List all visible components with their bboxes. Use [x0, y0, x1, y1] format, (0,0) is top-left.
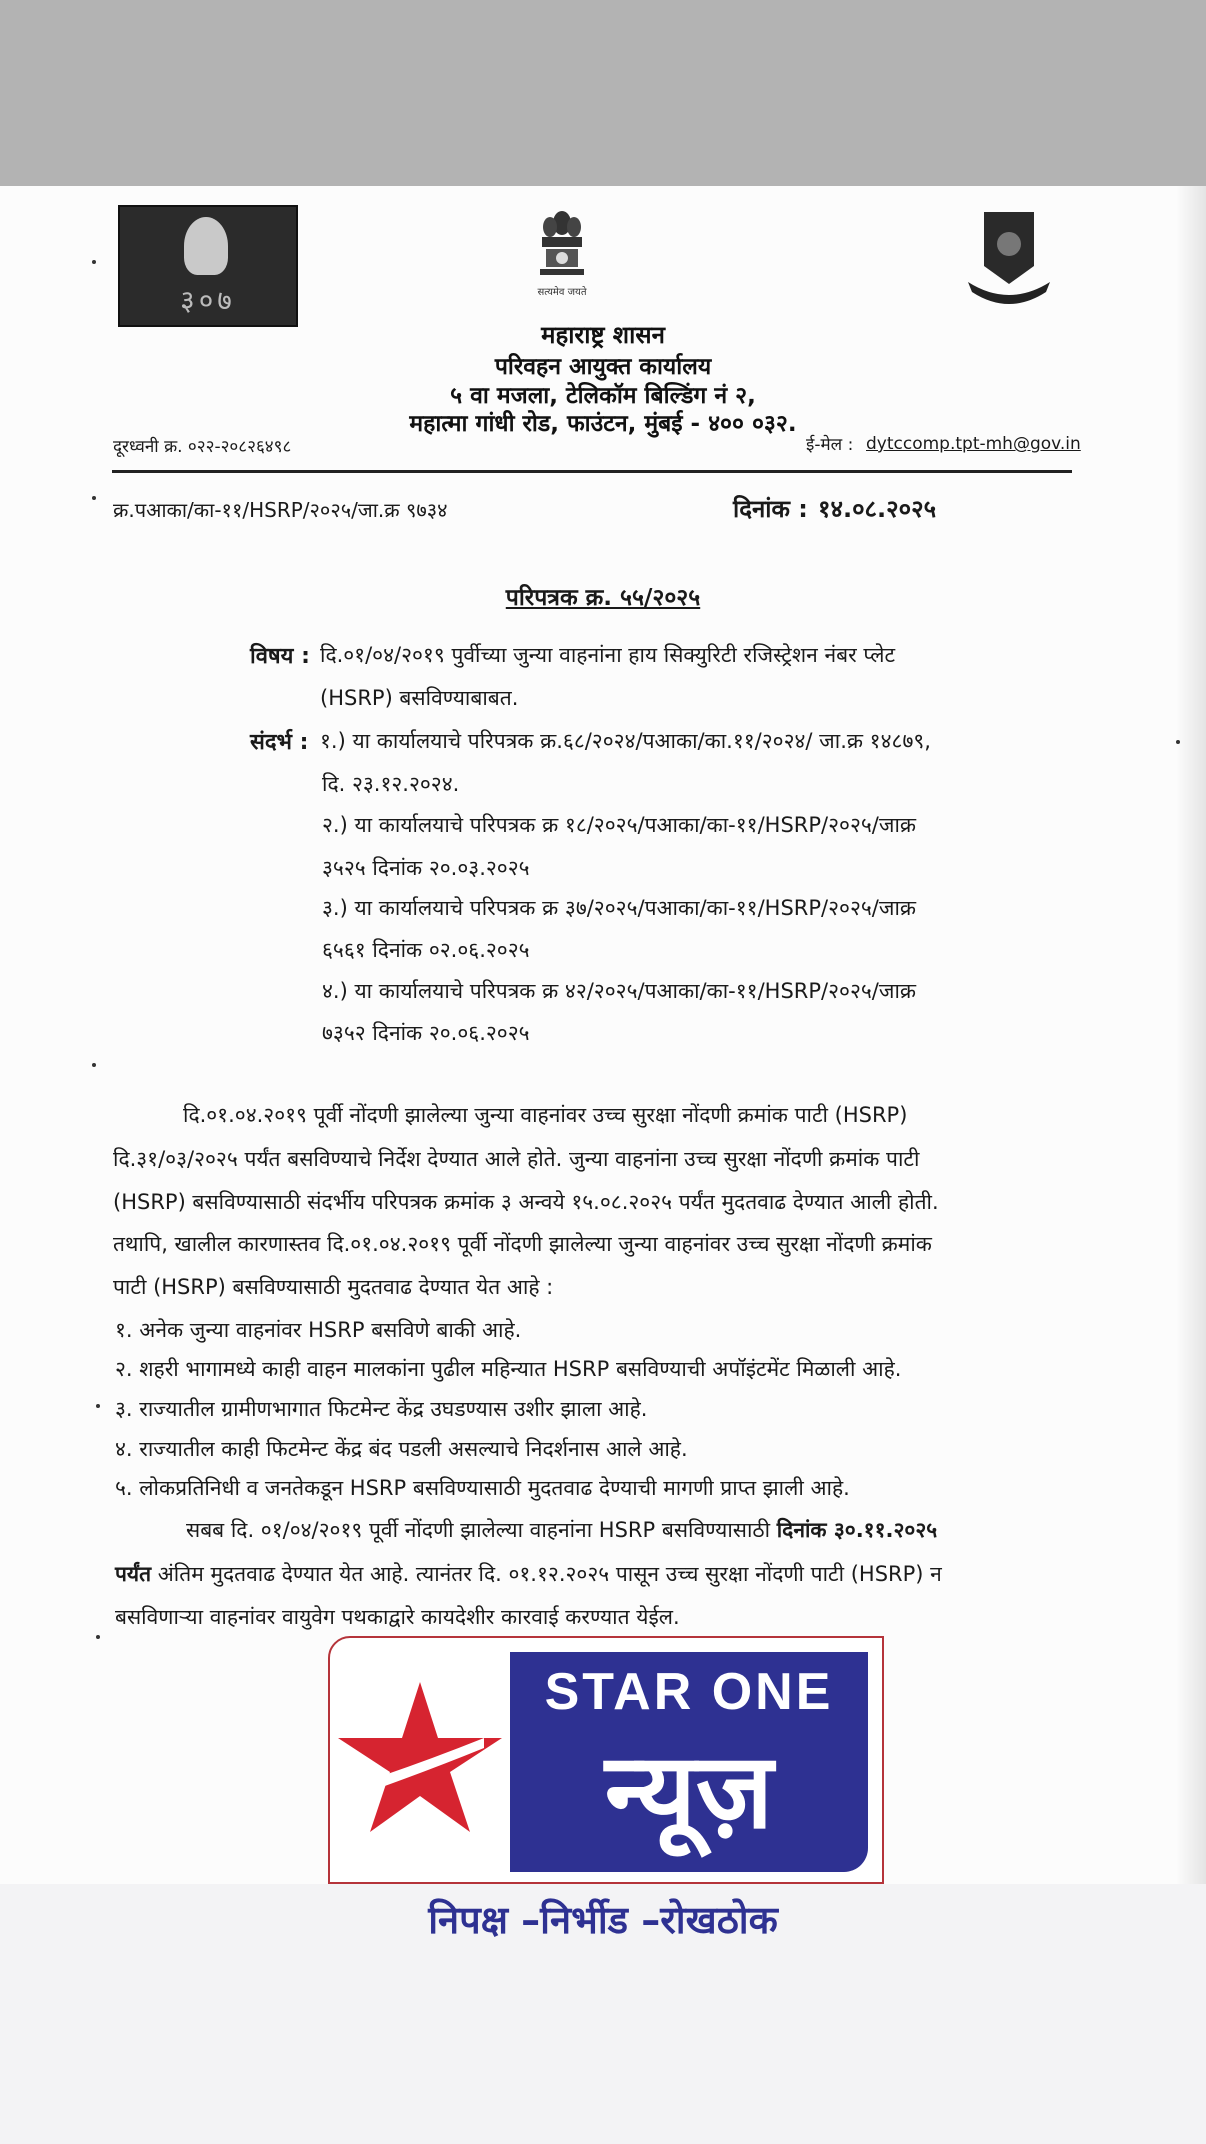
- body-line: (HSRP) बसविण्यासाठी संदर्भीय परिपत्रक क्रमांक ३ अन्वये १५.०८.२०२५ पर्यंत मुदतवाढ देण्यात आली होती.: [113, 1190, 939, 1214]
- govt-name: महाराष्ट्र शासन: [541, 321, 665, 349]
- date-label: दिनांक :: [733, 495, 808, 523]
- brand-top-text: STAR ONE: [544, 1663, 834, 1721]
- date-value: १४.०८.२०२५: [818, 495, 937, 523]
- reference-line: १.) या कार्यालयाचे परिपत्रक क्र.६८/२०२४/पआका/का.११/२०२४/ जा.क्र १४८७९,: [320, 729, 931, 753]
- body-line: दि.०१.०४.२०१९ पूर्वी नोंदणी झालेल्या जुन्या वाहनांवर उच्च सुरक्षा नोंदणी क्रमांक पाटी (HSRP): [183, 1103, 908, 1127]
- subject-line-1: दि.०१/०४/२०१९ पुर्वीच्या जुन्या वाहनांना हाय सिक्युरिटी रजिस्ट्रेशन नंबर प्लेट: [320, 643, 896, 667]
- reference-line: दि. २३.१२.२०२४.: [322, 772, 460, 796]
- references-label: संदर्भ :: [250, 730, 309, 755]
- reason-item: ३. राज्यातील ग्रामीणभागात फिटमेन्ट केंद्र उघडण्यास उशीर झाला आहे.: [115, 1397, 648, 1421]
- email-link[interactable]: dytccomp.tpt-mh@gov.in: [866, 434, 1081, 454]
- reference-number: क्र.पआका/का-११/HSRP/२०२५/जा.क्र ९७३४: [113, 498, 448, 522]
- reference-line: २.) या कार्यालयाचे परिपत्रक क्र १८/२०२५/पआका/का-११/HSRP/२०२५/जाक्र: [322, 813, 917, 837]
- body-line: तथापि, खालील कारणास्तव दि.०१.०४.२०१९ पूर्वी नोंदणी झालेल्या जुन्या वाहनांवर उच्च सुरक्षा नोंदणी क्रमांक: [113, 1232, 932, 1256]
- reference-line: ३५२५ दिनांक २०.०३.२०२५: [322, 856, 530, 880]
- police-crest-icon: [962, 208, 1056, 308]
- reference-line: ६५६१ दिनांक ०२.०६.२०२५: [322, 938, 530, 962]
- phone-number: दूरध्वनी क्र. ०२२-२०८२६४९८: [113, 437, 292, 457]
- scan-speck: [92, 1063, 96, 1067]
- scan-speck: [96, 1635, 100, 1639]
- conclusion-line-3: बसविणाऱ्या वाहनांवर वायुवेग पथकाद्वारे कायदेशीर कारवाई करण्यात येईल.: [115, 1605, 680, 1629]
- reason-item: ५. लोकप्रतिनिधी व जनतेकडून HSRP बसविण्यासाठी मुदतवाढ देण्याची मागणी प्राप्त झाली आहे.: [115, 1476, 850, 1500]
- red-star-icon: [334, 1678, 506, 1838]
- final-date: दिनांक ३०.११.२०२५: [776, 1518, 938, 1542]
- rto-logo-icon: ३०७: [118, 205, 298, 327]
- address-line-1: ५ वा मजला, टेलिकॉम बिल्डिंग नं २,: [450, 383, 756, 409]
- conclusion-line-1: सबब दि. ०१/०४/२०१९ पूर्वी नोंदणी झालेल्या वाहनांना HSRP बसविण्यासाठी दिनांक ३०.११.२०२५: [186, 1518, 938, 1542]
- reference-line: ३.) या कार्यालयाचे परिपत्रक क्र ३७/२०२५/पआका/का-११/HSRP/२०२५/जाक्र: [322, 896, 917, 920]
- body-line: पाटी (HSRP) बसविण्यासाठी मुदतवाढ देण्यात येत आहे :: [113, 1275, 554, 1299]
- reference-line: ७३५२ दिनांक २०.०६.२०२५: [322, 1021, 530, 1045]
- subject-label: विषय :: [250, 644, 310, 669]
- scan-speck: [92, 260, 96, 264]
- address-line-2: महात्मा गांधी रोड, फाउंटन, मुंबई - ४०० ०३२.: [409, 411, 797, 437]
- header-divider: [112, 470, 1072, 473]
- body-line: दि.३१/०३/२०२५ पर्यंत बसविण्याचे निर्देश देण्यात आले होते. जुन्या वाहनांना उच्च सुरक्षा नोंदणी क्रमांक पाटी: [113, 1147, 920, 1171]
- brand-box: [510, 1652, 868, 1872]
- star-one-news-banner: [328, 1636, 884, 1884]
- brand-bottom-text: न्यूज़: [604, 1730, 774, 1852]
- conclusion-line-2: पर्यंत अंतिम मुदतवाढ देण्यात येत आहे. त्यानंतर दि. ०१.१२.२०२५ पासून उच्च सुरक्षा नोंदणी पाटी (HSRP) न: [115, 1562, 942, 1586]
- reference-line: ४.) या कार्यालयाचे परिपत्रक क्र ४२/२०२५/पआका/का-११/HSRP/२०२५/जाक्र: [322, 979, 917, 1003]
- scan-speck: [1176, 740, 1180, 744]
- scan-speck: [92, 496, 96, 500]
- reason-item: १. अनेक जुन्या वाहनांवर HSRP बसविणे बाकी आहे.: [115, 1318, 522, 1342]
- office-name: परिवहन आयुक्त कार्यालय: [494, 354, 712, 380]
- scan-speck: [96, 1404, 100, 1408]
- reason-item: २. शहरी भागामध्ये काही वाहन मालकांना पुढील महिन्यात HSRP बसविण्याची अपॉइंटमेंट मिळाली आहे.: [115, 1357, 902, 1381]
- page-edge-shadow: [1176, 186, 1206, 1884]
- emblem-motto: सत्यमेव जयते: [537, 287, 587, 298]
- reason-item: ४. राज्यातील काही फिटमेन्ट केंद्र बंद पडली असल्याचे निदर्शनास आले आहे.: [115, 1437, 688, 1461]
- top-gray-bar: [0, 0, 1206, 186]
- email-label: ई-मेल :: [806, 435, 854, 455]
- circular-title: परिपत्रक क्र. ५५/२०२५: [505, 585, 701, 611]
- subject-line-2: (HSRP) बसविण्याबाबत.: [320, 686, 519, 710]
- banner-tagline: निपक्ष –निर्भीड –रोखठोक: [428, 1898, 778, 1942]
